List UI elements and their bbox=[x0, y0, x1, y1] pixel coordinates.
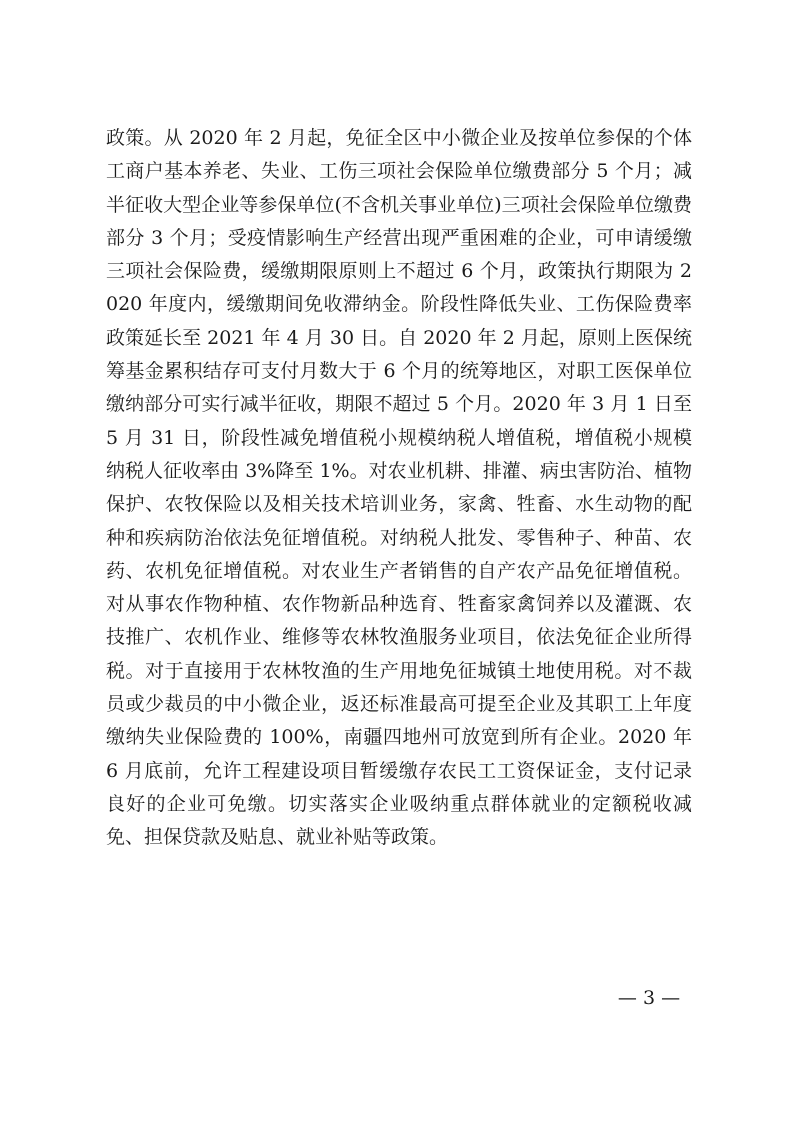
body-paragraph: 政策。从 2020 年 2 月起，免征全区中小微企业及按单位参保的个体工商户基本养老、失业、工伤三项社会保险单位缴费部分 5 个月；减半征收大型企业等参保单位(不含机关事业单位)三项社会保险单位缴费部分 3 个月；受疫情影响生产经营出现严重困难的企业，可申请缓缴三项社会保险费，缓缴期限原则上不超过 6 个月，政策执行期限为 2020 年度内，缓缴期间免收滞纳金。阶段性降低失业、工伤保险费率政策延长至 2021 年 4 月 30 日。自 2020 年 2 月起，原则上医保统筹基金累积结存可支付月数大于 6 个月的统筹地区，对职工医保单位缴纳部分可实行减半征收，期限不超过 5 个月。2020 年 3 月 1 日至 5 月 31 日，阶段性减免增值税小规模纳税人增值税，增值税小规模纳税人征收率由 3%降至 1%。对农业机耕、排灌、病虫害防治、植物保护、农牧保险以及相关技术培训业务，家禽、牲畜、水生动物的配种和疾病防治依法免征增值税。对纳税人批发、零售种子、种苗、农药、农机免征增值税。对农业生产者销售的自产农产品免征增值税。对从事农作物种植、农作物新品种选育、牲畜家禽饲养以及灌溉、农技推广、农机作业、维修等农林牧渔服务业项目，依法免征企业所得税。对于直接用于农林牧渔的生产用地免征城镇土地使用税。对不裁员或少裁员的中小微企业，返还标准最高可提至企业及其职工上年度缴纳失业保险费的 100%，南疆四地州可放宽到所有企业。2020 年 6 月底前，允许工程建设项目暂缓缴存农民工工资保证金，支付记录良好的企业可免缴。切实落实企业吸纳重点群体就业的定额税收减免、担保贷款及贴息、就业补贴等政策。 bbox=[106, 127, 692, 849]
page-number: — 3 — bbox=[617, 987, 681, 1009]
